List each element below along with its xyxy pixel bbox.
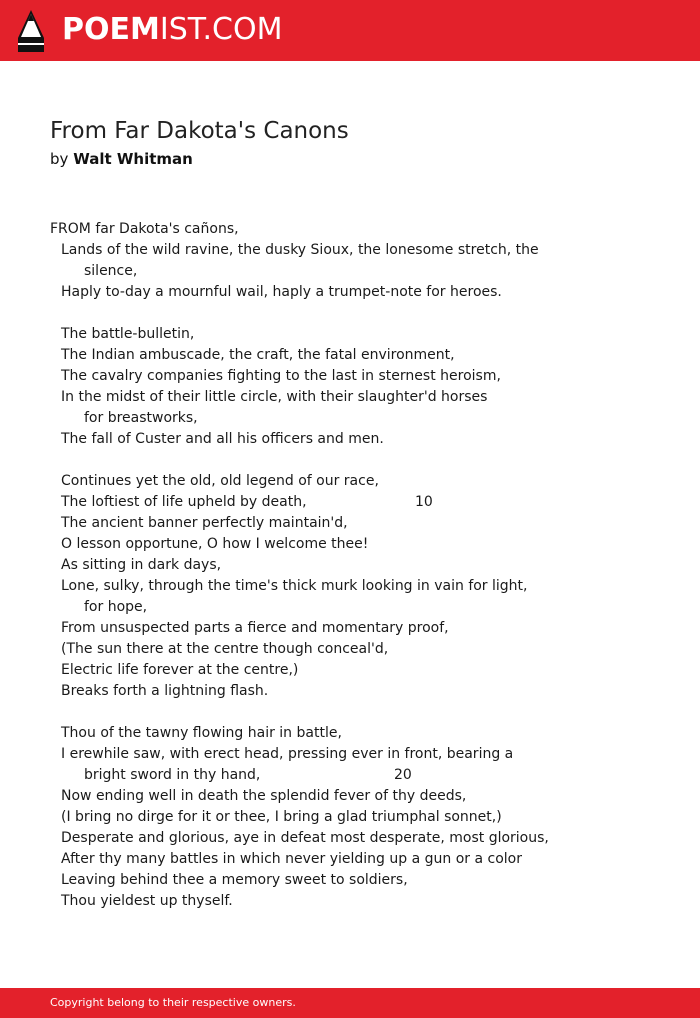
line-number: 10 (415, 494, 433, 510)
poem-line-text: (I bring no dirge for it or thee, I bring a glad triumphal sonnet,) (61, 809, 502, 825)
poem-line-text: The loftiest of life upheld by death, (61, 494, 307, 510)
poem-line-text: bright sword in thy hand, (84, 767, 261, 783)
poem-line (50, 870, 670, 891)
poem-line (50, 387, 670, 408)
poem-line (50, 408, 670, 429)
poem-line (50, 240, 670, 261)
poem-line (50, 576, 670, 597)
poem-line-text: I erewhile saw, with erect head, pressing ever in front, bearing a (61, 746, 514, 762)
site-footer (0, 988, 700, 1018)
stanza-break (50, 303, 670, 324)
poem-line-text: Now ending well in death the splendid fever of thy deeds, (61, 788, 467, 804)
poem-line-text: for breastworks, (84, 410, 198, 426)
poem-line (50, 807, 670, 828)
poem-line (50, 891, 670, 912)
poem-line-text: The cavalry companies fighting to the last in sternest heroism, (61, 368, 501, 384)
pencil-tip-icon[interactable] (18, 10, 44, 52)
poem-line (50, 786, 670, 807)
poem-line (50, 660, 670, 681)
poem-line (50, 639, 670, 660)
poem-line-text: The ancient banner perfectly maintain'd, (61, 515, 348, 531)
poem-line-text: As sitting in dark days, (61, 557, 222, 573)
poem-line (50, 597, 670, 618)
poem-line-text: The battle-bulletin, (61, 326, 195, 342)
poem-line (50, 324, 670, 345)
poem-line-text: The fall of Custer and all his officers and men. (61, 431, 384, 447)
poem-line (50, 282, 670, 303)
poem-line (50, 828, 670, 849)
poem-byline (50, 148, 193, 170)
stanza-break (50, 450, 670, 471)
poem-line (50, 366, 670, 387)
poem-line-text: Lands of the wild ravine, the dusky Sioux, the lonesome stretch, the (61, 242, 539, 258)
poem-line-text: Electric life forever at the centre,) (61, 662, 299, 678)
poem-line-text: Leaving behind thee a memory sweet to soldiers, (61, 872, 408, 888)
line-number: 20 (394, 767, 412, 783)
poem-line (50, 219, 670, 240)
poem-line-text: Thou of the tawny flowing hair in battle, (61, 725, 342, 741)
poem-line (50, 765, 670, 786)
site-header (0, 0, 700, 61)
poem-line-text: Breaks forth a lightning flash. (61, 683, 269, 699)
poem-line (50, 492, 670, 513)
poem-line (50, 345, 670, 366)
poem-line (50, 513, 670, 534)
poem-line-text: After thy many battles in which never yielding up a gun or a color (61, 851, 522, 867)
poem-line-text: O lesson opportune, O how I welcome thee! (61, 536, 369, 552)
poem-line-text: for hope, (84, 599, 148, 615)
logo-bold-text: POEM (62, 12, 160, 47)
poem-line (50, 849, 670, 870)
poem-line-text: From unsuspected parts a fierce and momentary proof, (61, 620, 449, 636)
poem-line-text: Thou yieldest up thyself. (61, 893, 233, 909)
poem-line (50, 618, 670, 639)
poem-line (50, 555, 670, 576)
poem-line (50, 261, 670, 282)
poem-line (50, 723, 670, 744)
stanza-break (50, 702, 670, 723)
poem-line (50, 429, 670, 450)
poem-line (50, 744, 670, 765)
poem-line (50, 471, 670, 492)
poem-body (50, 219, 670, 912)
author-name: Walt Whitman (73, 150, 193, 168)
site-logo[interactable] (62, 11, 282, 49)
poem-line-text: In the midst of their little circle, with their slaughter'd horses (61, 389, 488, 405)
poem-line-text: Lone, sulky, through the time's thick murk looking in vain for light, (61, 578, 528, 594)
poem-line-text: Haply to-day a mournful wail, haply a trumpet-note for heroes. (61, 284, 502, 300)
logo-light-text: IST.COM (159, 12, 283, 47)
poem-line-text: FROM far Dakota's cañons, (50, 221, 239, 237)
poem-line-text: Continues yet the old, old legend of our race, (61, 473, 379, 489)
poem-line-text: Desperate and glorious, aye in defeat most desperate, most glorious, (61, 830, 549, 846)
by-label: by (50, 150, 69, 168)
poem-line-text: (The sun there at the centre though conceal'd, (61, 641, 389, 657)
poem-line (50, 681, 670, 702)
poem-line (50, 534, 670, 555)
poem-title: From Far Dakota's Canons (50, 118, 349, 144)
poem-line-text: silence, (84, 263, 138, 279)
copyright-text: Copyright belong to their respective owners. (50, 996, 296, 1009)
poem-line-text: The Indian ambuscade, the craft, the fatal environment, (61, 347, 455, 363)
